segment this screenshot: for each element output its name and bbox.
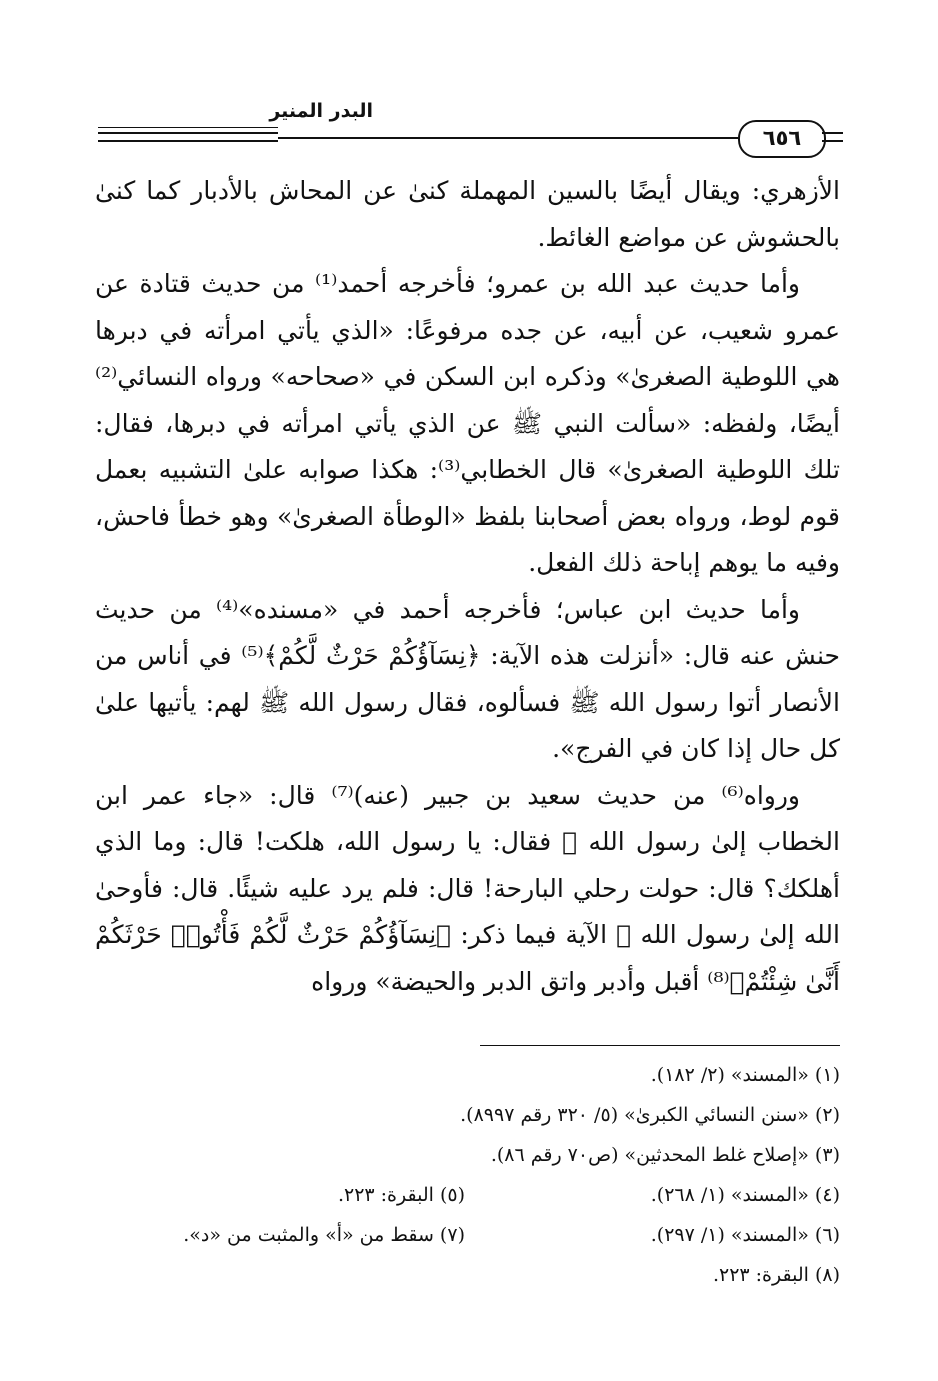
footnote: (٧) سقط من «أ» والمثبت من «د».: [183, 1224, 465, 1246]
footnote-divider: [480, 1045, 840, 1046]
footnote-row: [95, 1055, 840, 1095]
page-header: [98, 100, 843, 160]
footnote: (٢) «سنن النسائي الكبرىٰ» (٥/ ٣٢٠ رقم ٨٩٩٧).: [460, 1104, 840, 1126]
header-rule-right: [822, 132, 843, 142]
paragraph: ورواه⁽⁶⁾ من حديث سعيد بن جبير (عنه)⁽⁷⁾ قال: «جاء عمر ابن الخطاب إلىٰ رسول الله ﷺ فقال: يا رسول الله، هلكت! قال: وما الذي أهلكك؟ قال: حولت رحلي البارحة! قال: فلم يرد عليه شيئًا. قال: فأوحىٰ الله إلىٰ رسول الله ﷺ الآية فيما ذكر: ﴿نِسَآؤُكُمْ حَرْثٌ لَّكُمْ فَأْتُوا۟ حَرْثَكُمْ أَنَّىٰ شِئْتُمْ﴾⁽⁸⁾ أقبل وأدبر واتق الدبر والحيضة» ورواه: [95, 780, 840, 996]
footnote: (٦) «المسند» (١/ ٢٩٧).: [650, 1224, 840, 1246]
footnote-row: [95, 1215, 840, 1255]
footnote-row: [95, 1135, 840, 1175]
header-rule-thin: [98, 127, 278, 128]
footnote-row: [95, 1095, 840, 1135]
page-number: ٦٥٦: [738, 120, 826, 158]
paragraph: وأما حديث ابن عباس؛ فأخرجه أحمد في «مسنده»⁽⁴⁾ من حديث حنش عنه قال: «أنزلت هذه الآية: ﴿نِسَآؤُكُمْ حَرْثٌ لَّكُمْ﴾⁽⁵⁾ في أناس من الأنصار أتوا رسول الله ﷺ فسألوه، فقال رسول الله ﷺ لهم: يأتيها علىٰ كل حال إذا كان في الفرج».: [95, 594, 840, 763]
paragraph: الأزهري: ويقال أيضًا بالسين المهملة كنىٰ عن المحاش بالأدبار كما كنىٰ بالحشوش عن مواضع الغائط.: [95, 176, 840, 252]
footnote-row: [95, 1255, 840, 1295]
footnote: (٥) البقرة: ٢٢٣.: [337, 1184, 465, 1206]
footnotes: [95, 1055, 840, 1295]
footnote: (١) «المسند» (٢/ ١٨٢).: [650, 1064, 840, 1086]
footnote: (٣) «إصلاح غلط المحدثين» (ص٧٠ رقم ٨٦).: [490, 1144, 840, 1166]
header-rule-middle: [278, 137, 738, 139]
book-title: البدر المنير: [269, 100, 373, 122]
footnote: (٤) «المسند» (١/ ٢٦٨).: [650, 1184, 840, 1206]
footnote-row: [95, 1175, 840, 1215]
header-rule-left: [98, 132, 278, 142]
main-text: [95, 168, 840, 1005]
paragraph: وأما حديث عبد الله بن عمرو؛ فأخرجه أحمد⁽¹⁾ من حديث قتادة عن عمرو شعيب، عن أبيه، عن جده مرفوعًا: «الذي يأتي امرأته في دبرها هي اللوطية الصغرىٰ» وذكره ابن السكن في «صحاحه» ورواه النسائي⁽²⁾ أيضًا، ولفظه: «سألت النبي ﷺ عن الذي يأتي امرأته في دبرها، فقال: تلك اللوطية الصغرىٰ» قال الخطابي⁽³⁾: هكذا صوابه علىٰ التشبيه بعمل قوم لوط، ورواه بعض أصحابنا بلفظ «الوطأة الصغرىٰ» وهو خطأ فاحش، وفيه ما يوهم إباحة ذلك الفعل.: [95, 269, 841, 577]
footnote: (٨) البقرة: ٢٢٣.: [712, 1264, 840, 1286]
